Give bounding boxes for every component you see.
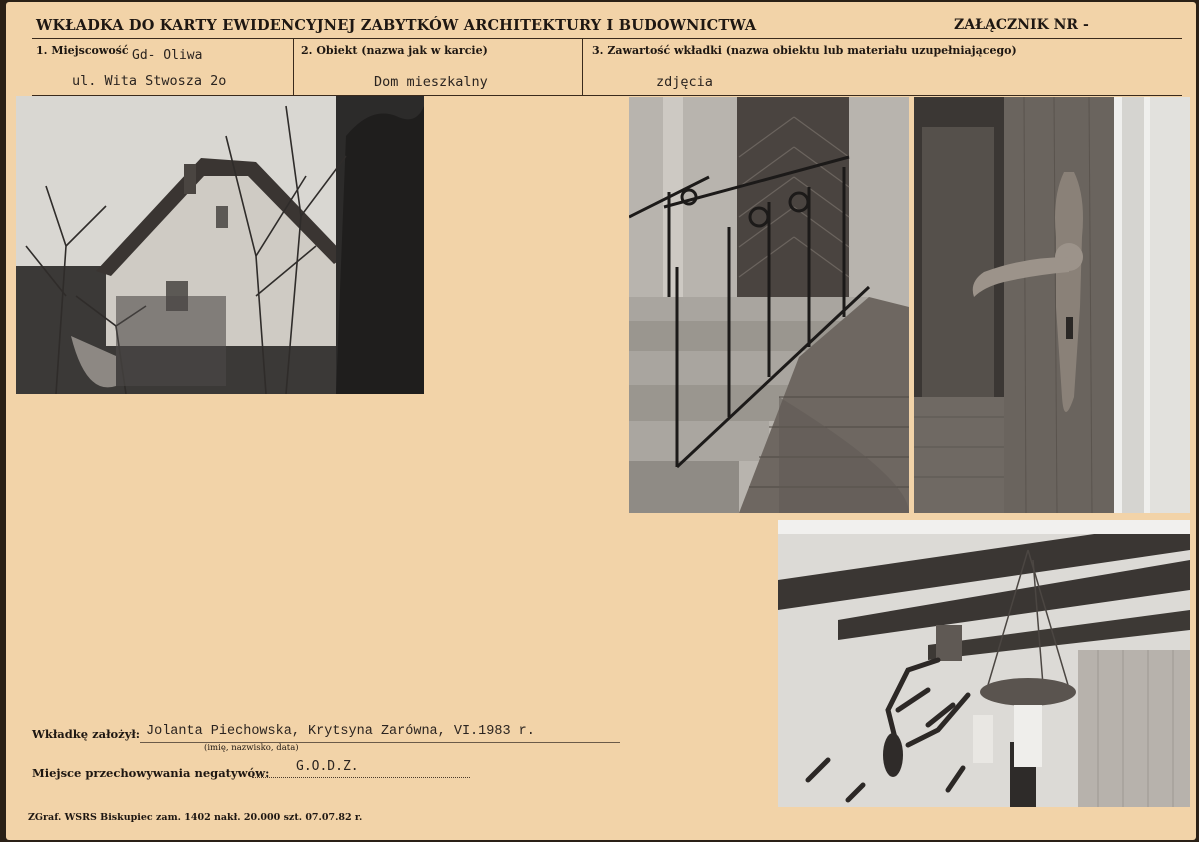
negatives-rule bbox=[252, 777, 470, 778]
content-value: zdjęcia bbox=[656, 74, 713, 90]
field-divider-1 bbox=[293, 38, 294, 96]
header-rule bbox=[32, 38, 1182, 39]
object-value: Dom mieszkalny bbox=[374, 74, 488, 90]
location-value: Gd- Oliwa bbox=[132, 48, 203, 63]
content-label: 3. Zawartość wkładki (nazwa obiektu lub materiału uzupełniającego) bbox=[592, 44, 1017, 57]
entrance-stairs-photo bbox=[629, 97, 909, 513]
card-title: WKŁADKA DO KARTY EWIDENCYJNEJ ZABYTKÓW ARCHITEKTURY I BUDOWNICTWA bbox=[36, 17, 757, 34]
object-label: 2. Obiekt (nazwa jak w karcie) bbox=[301, 44, 488, 57]
negatives-label: Miejsce przechowywania negatywów: bbox=[32, 766, 270, 780]
door-handle-photo bbox=[914, 97, 1190, 513]
negatives-value: G.O.D.Z. bbox=[296, 759, 359, 774]
attachment-number: ZAŁĄCZNIK NR - bbox=[954, 17, 1089, 33]
founder-hint: (imię, nazwisko, data) bbox=[204, 743, 299, 753]
print-info: ZGraf. WSRS Biskupiec zam. 1402 nakł. 20.000 szt. 07.07.82 r. bbox=[28, 812, 363, 823]
interior-lamp-photo bbox=[778, 520, 1190, 807]
record-card bbox=[6, 2, 1196, 840]
field-divider-2 bbox=[582, 38, 583, 96]
location-label: 1. Miejscowość bbox=[36, 44, 129, 57]
house-exterior-photo bbox=[16, 96, 424, 394]
founder-label: Wkładkę założył: bbox=[32, 727, 141, 741]
address-value: ul. Wita Stwosza 2o bbox=[72, 73, 227, 89]
founder-value: Jolanta Piechowska, Krytsyna Zarówna, VI.1983 r. bbox=[146, 724, 535, 739]
